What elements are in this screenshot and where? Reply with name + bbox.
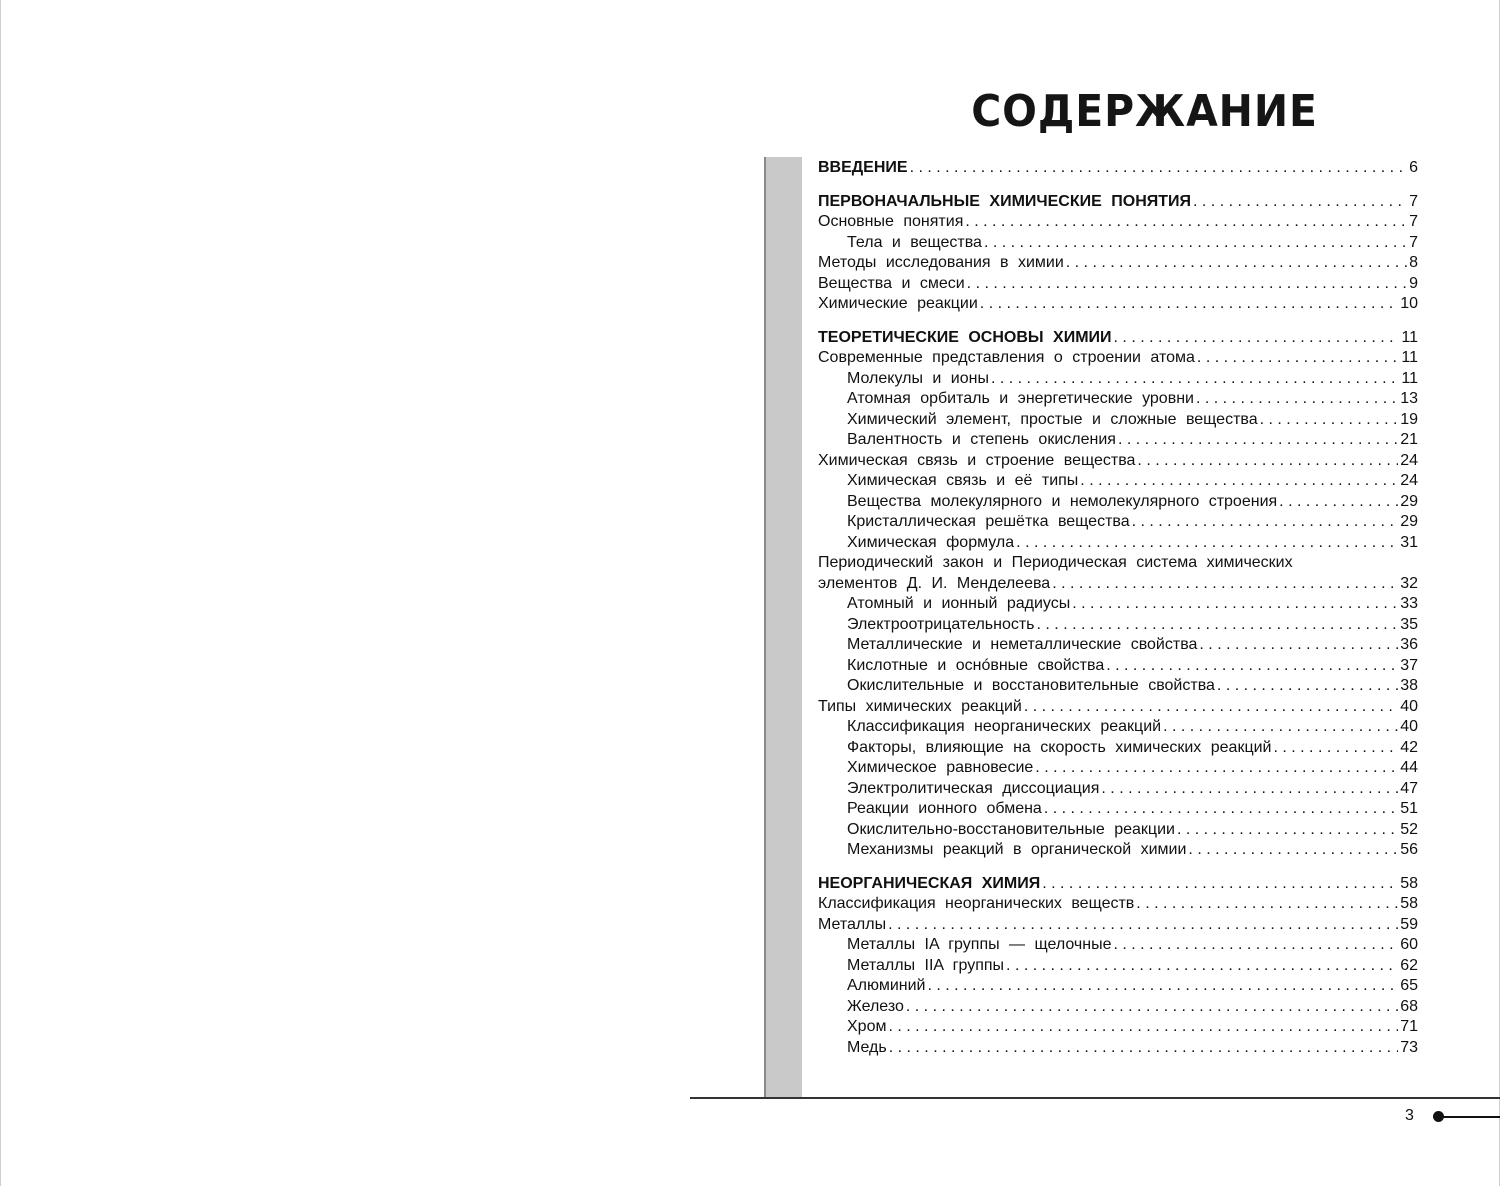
toc-entry-title: ТЕОРЕТИЧЕСКИЕ ОСНОВЫ ХИМИИ <box>818 328 1112 346</box>
dot-leader <box>965 211 1407 232</box>
dot-leader <box>1006 955 1398 976</box>
dot-leader <box>888 1016 1398 1037</box>
toc-entry-title: Тела и вещества <box>847 233 982 251</box>
toc-entry-title: Молекулы и ионы <box>847 369 989 387</box>
toc-entry-page: 11 <box>1401 328 1418 346</box>
toc-entry <box>847 955 1418 976</box>
toc-entry <box>847 757 1418 778</box>
toc-entry <box>847 675 1418 696</box>
toc-entry-title: Медь <box>847 1038 887 1056</box>
dot-leader <box>889 1037 1398 1058</box>
toc-entry-page: 47 <box>1400 779 1418 797</box>
dot-leader <box>888 914 1398 935</box>
dot-leader <box>1193 191 1407 212</box>
toc-entry-title: Валентность и степень окисления <box>847 431 1116 448</box>
page-title: СОДЕРЖАНИЕ <box>971 86 1318 137</box>
toc-entry-title: Методы исследования в химии <box>818 254 1064 271</box>
toc-entry-page: 13 <box>1400 390 1418 407</box>
toc-entry <box>847 409 1418 430</box>
toc-entry-title: Окислительно-восстановительные реакции <box>847 820 1175 838</box>
dot-leader <box>1106 655 1398 676</box>
toc-entry-page: 33 <box>1400 595 1418 612</box>
toc-entry-page: 56 <box>1400 841 1418 858</box>
margin-bar <box>764 157 802 1099</box>
toc-entry-page: 60 <box>1400 936 1418 953</box>
toc-entry <box>847 1016 1418 1037</box>
toc-entry-title: Химическая связь и её типы <box>847 472 1079 489</box>
toc-entry <box>847 839 1418 860</box>
toc-section <box>818 327 1418 348</box>
dot-leader <box>1197 347 1399 368</box>
toc-entry-title: элементов Д. И. Менделеева <box>818 574 1051 592</box>
toc-entry-page: 8 <box>1409 254 1418 271</box>
toc-entry-page: 9 <box>1409 274 1418 292</box>
dot-leader <box>910 157 1408 178</box>
dot-leader <box>991 368 1399 389</box>
toc-entry <box>847 716 1418 737</box>
toc-entry-page: 58 <box>1400 895 1418 912</box>
toc-entry <box>818 347 1418 368</box>
toc-entry <box>847 593 1418 614</box>
toc-entry-page: 52 <box>1400 820 1418 838</box>
dot-leader <box>1024 696 1398 717</box>
toc-entry-page: 31 <box>1400 533 1418 551</box>
toc-entry-title: Основные понятия <box>818 213 964 230</box>
toc-entry-title: Реакции ионного обмена <box>847 800 1042 817</box>
toc-entry-title: Атомная орбиталь и энергетические уровни <box>847 390 1194 407</box>
toc-entry <box>847 634 1418 655</box>
toc-entry-title: Современные представления о строении атома <box>818 349 1195 366</box>
dot-leader <box>1044 798 1398 819</box>
toc-entry <box>818 893 1418 914</box>
toc-entry <box>847 470 1418 491</box>
dot-leader <box>1217 675 1398 696</box>
dot-leader <box>1037 614 1399 635</box>
dot-leader <box>1118 429 1398 450</box>
toc-entry-page: 11 <box>1401 349 1418 366</box>
toc-entry-page: 29 <box>1400 492 1418 510</box>
toc-entry-page: 7 <box>1409 192 1418 210</box>
toc-entry-title: Металлы IIA группы <box>847 956 1005 974</box>
toc-entry <box>818 696 1418 717</box>
toc-entry <box>847 819 1418 840</box>
dot-leader <box>1066 252 1407 273</box>
toc-entry-page: 10 <box>1400 295 1418 312</box>
toc-entry-page: 42 <box>1400 738 1418 756</box>
toc-entry-page: 38 <box>1400 677 1418 694</box>
toc-entry-title: Электролитическая диссоциация <box>847 779 1100 797</box>
dot-leader <box>1196 388 1398 409</box>
dot-leader <box>1136 893 1398 914</box>
toc-entry <box>847 737 1418 758</box>
dot-leader <box>1042 873 1398 894</box>
toc-entry-page: 59 <box>1400 915 1418 933</box>
toc-entry <box>847 511 1418 532</box>
toc-entry-title: Типы химических реакций <box>818 697 1022 715</box>
toc-entry-title: Железо <box>847 997 904 1015</box>
toc-entry <box>847 798 1418 819</box>
dot-leader <box>1199 634 1398 655</box>
toc-entry <box>818 293 1418 314</box>
toc-entry-page: 35 <box>1400 615 1418 633</box>
toc-entry-title: ВВЕДЕНИЕ <box>818 159 908 176</box>
toc-entry-title: Вещества молекулярного и немолекулярного строения <box>847 492 1278 510</box>
dot-leader <box>1137 450 1398 471</box>
toc-entry-page: 19 <box>1400 410 1418 428</box>
dot-leader <box>1101 778 1398 799</box>
toc-entry <box>818 552 1418 573</box>
dot-leader <box>1260 409 1399 430</box>
toc-entry-page: 7 <box>1409 213 1418 230</box>
toc-entry-title: Механизмы реакций в органической химии <box>847 841 1187 858</box>
toc-entry-title: Химические реакции <box>818 295 978 312</box>
toc-entry-title: НЕОРГАНИЧЕСКАЯ ХИМИЯ <box>818 874 1041 892</box>
dot-leader <box>906 996 1398 1017</box>
dot-leader <box>1035 757 1398 778</box>
dot-leader <box>927 975 1398 996</box>
toc-entry <box>818 450 1418 471</box>
toc-section <box>818 157 1418 178</box>
toc-entry-page: 24 <box>1400 451 1418 469</box>
toc-entry-page: 29 <box>1400 513 1418 530</box>
toc-entry-page: 21 <box>1400 431 1418 448</box>
dot-leader <box>980 293 1398 314</box>
page-number: 3 <box>1405 1107 1414 1124</box>
toc-entry <box>818 573 1418 594</box>
dot-leader <box>1163 716 1398 737</box>
toc-entry-title: Периодический закон и Периодическая система химических <box>818 554 1293 571</box>
toc-entry-page: 44 <box>1400 759 1418 776</box>
toc-entry-page: 37 <box>1400 656 1418 674</box>
toc-entry <box>847 614 1418 635</box>
toc-entry-page: 62 <box>1400 956 1418 974</box>
dot-leader <box>1113 934 1398 955</box>
dot-leader <box>1052 573 1398 594</box>
dot-leader <box>1072 593 1398 614</box>
toc-entry-page: 65 <box>1400 977 1418 994</box>
toc-entry-title: ПЕРВОНАЧАЛЬНЫЕ ХИМИЧЕСКИЕ ПОНЯТИЯ <box>818 192 1192 210</box>
toc-entry <box>847 1037 1418 1058</box>
toc-entry <box>847 532 1418 553</box>
toc-entry-page: 6 <box>1409 159 1418 176</box>
toc-entry <box>818 914 1418 935</box>
dot-leader <box>1279 491 1398 512</box>
toc-entry-title: Факторы, влияющие на скорость химических реакций <box>847 738 1272 756</box>
toc-entry-page: 68 <box>1400 997 1418 1015</box>
toc-entry-title: Классификация неорганических веществ <box>818 895 1135 912</box>
toc-entry-page: 58 <box>1400 874 1418 892</box>
dot-leader <box>1132 511 1399 532</box>
toc-entry-page: 71 <box>1400 1018 1418 1035</box>
toc-entry <box>847 778 1418 799</box>
toc-entry <box>847 232 1418 253</box>
toc-entry-title: Атомный и ионный радиусы <box>847 595 1071 612</box>
dot-leader <box>984 232 1407 253</box>
toc-entry-title: Электроотрицательность <box>847 615 1035 633</box>
toc-entry-page: 40 <box>1400 718 1418 735</box>
dot-leader <box>1114 327 1400 348</box>
dot-leader <box>1177 819 1398 840</box>
toc-entry <box>847 368 1418 389</box>
toc-entry-title: Классификация неорганических реакций <box>847 718 1162 735</box>
toc-entry <box>818 273 1418 294</box>
toc-entry-page: 11 <box>1401 369 1418 387</box>
toc-entry-title: Хром <box>847 1018 887 1035</box>
toc-entry-page: 32 <box>1400 574 1418 592</box>
toc-entry <box>847 996 1418 1017</box>
toc-entry-title: Химическая формула <box>847 533 1015 551</box>
toc-entry-title: Химическая связь и строение вещества <box>818 451 1136 469</box>
toc-entry <box>847 491 1418 512</box>
toc-entry-page: 40 <box>1400 697 1418 715</box>
toc-entry-page: 51 <box>1400 800 1418 817</box>
toc-entry-title: Металлы IA группы — щелочные <box>847 936 1112 953</box>
dot-leader <box>967 273 1407 294</box>
dot-leader <box>1080 470 1398 491</box>
toc-entry-title: Окислительные и восстановительные свойства <box>847 677 1215 694</box>
toc-entry-page: 7 <box>1409 233 1418 251</box>
toc-entry <box>847 429 1418 450</box>
toc-entry-title: Химический элемент, простые и сложные вещества <box>847 410 1258 428</box>
toc-entry <box>847 388 1418 409</box>
toc-entry-title: Алюминий <box>847 977 926 994</box>
toc-section <box>818 191 1418 212</box>
toc-entry-page: 36 <box>1400 636 1418 653</box>
toc-entry <box>847 975 1418 996</box>
toc-entry-title: Химическое равновесие <box>847 759 1034 776</box>
toc-entry-title: Вещества и смеси <box>818 274 965 292</box>
toc-entry <box>847 655 1418 676</box>
toc-entry-title: Кислотные и оснóвные свойства <box>847 656 1105 674</box>
toc-entry <box>818 252 1418 273</box>
footer-rule <box>690 1097 1500 1099</box>
dot-leader <box>1016 532 1398 553</box>
toc-section <box>818 873 1418 894</box>
toc-entry <box>847 934 1418 955</box>
toc-entry-title: Металлы <box>818 915 887 933</box>
dot-leader <box>1188 839 1398 860</box>
page-marker-line <box>1440 1116 1500 1118</box>
toc-entry-title: Кристаллическая решётка вещества <box>847 513 1130 530</box>
toc-entry-page: 73 <box>1400 1038 1418 1056</box>
toc-entry <box>818 211 1418 232</box>
toc-entry-page: 24 <box>1400 472 1418 489</box>
dot-leader <box>1273 737 1398 758</box>
toc-entry-title: Металлические и неметаллические свойства <box>847 636 1198 653</box>
